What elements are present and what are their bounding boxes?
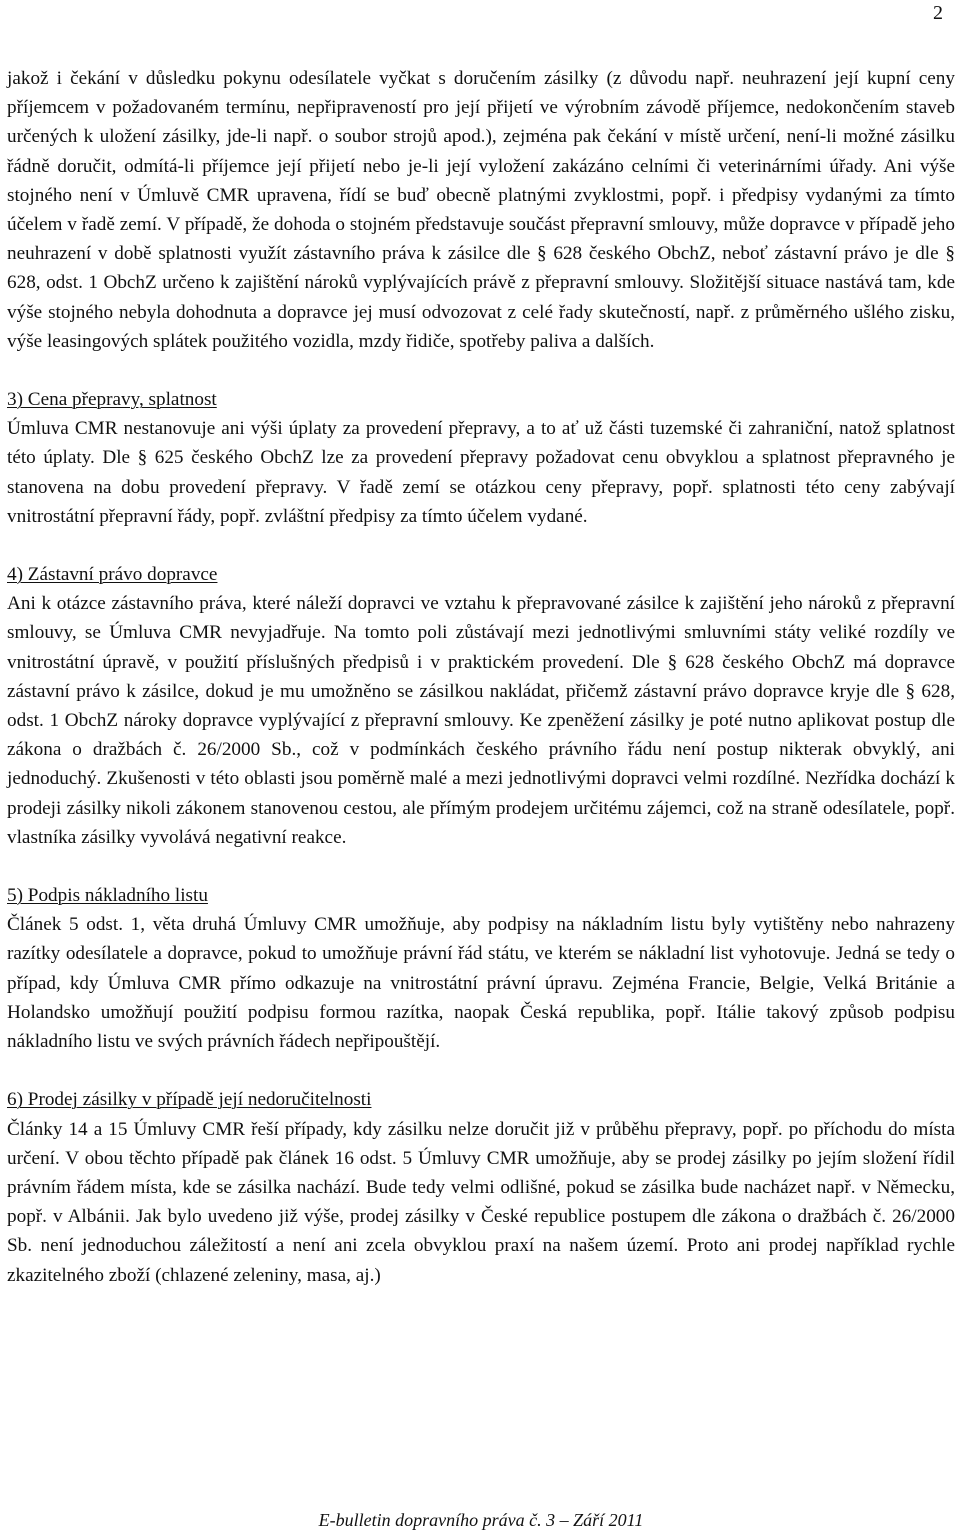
section-heading: 6) Prodej zásilky v případě její nedoručitelnosti (7, 1089, 372, 1111)
section-cena-prepravy (7, 385, 955, 531)
section-heading: 3) Cena přepravy, splatnost (7, 389, 217, 411)
page-footer: E-bulletin dopravního práva č. 3 – Září 2011 (318, 1510, 644, 1530)
intro-paragraph: jakož i čekání v důsledku pokynu odesílatele vyčkat s doručením zásilky (z důvodu např. neuhrazení její kupní ceny příjemcem v požadovaném termínu, nepřipraveností pro její přijetí ve výrobním závodě příjemce, nedokončením staveb určených k uložení zásilky, jde-li např. o soubor strojů apod.), zejména pak čekání v místě určení, není-li možné zásilku řádně doručit, odmítá-li příjemce její přijetí nebo je-li její vyložení zakázáno celními či veterinárními úřady. Ani výše stojného není v Úmluvě CMR upravena, řídí se buď obecně platnými zvyklostmi, popř. i předpisy vydanými za tímto účelem v řadě zemí. V případě, že dohoda o stojném představuje součást přepravní smlouvy, může dopravce v případě jeho neuhrazení v době splatnosti využít zástavního práva k zásilce dle § 628 českého ObchZ, neboť zástavní právo je dle § 628, odst. 1 ObchZ určeno k zajištění nároků vyplývajících právě z přepravní smlouvy. Složitější situace nastává tam, kde výše stojného nebyla dohodnuta a dopravce jej musí odvozovat z celé řady skutečností, např. z průměrného ušlého zisku, výše leasingových splátek použitého vozidla, mzdy řidiče, spotřeby paliva a dalších. (7, 68, 955, 352)
page-number: 2 (933, 2, 943, 24)
section-podpis-nakladniho-listu (7, 881, 955, 1056)
section-heading: 4) Zástavní právo dopravce (7, 564, 218, 586)
section-paragraph: Ani k otázce zástavního práva, které náleží dopravci ve vztahu k přepravované zásilce k zajištění jeho nároků z přepravní smlouvy, se Úmluva CMR nevyjadřuje. Na tomto poli zůstávají mezi jednotlivými smluvními státy veliké rozdíly ve vnitrostátní úpravě, v použití příslušných předpisů i v praktickém provedení. Dle § 628 českého ObchZ má dopravce zástavní právo k zásilce, dokud je mu umožněno se zásilkou nakládat, přičemž zástavní právo dopravce kryje dle § 628, odst. 1 ObchZ nároky dopravce vyplývající z přepravní smlouvy. Ke zpeněžení zásilky je poté nutno aplikovat postup dle zákona o dražbách č. 26/2000 Sb., což v podmínkách českého právního řádu není postup nikterak obvyklý, ani jednoduchý. Zkušenosti v této oblasti jsou poměrně malé a mezi jednotlivými dopravci velmi rozdílné. Nezřídka dochází k prodeji zásilky nikoli zákonem stanovenou cestou, ale přímým prodejem určitému zájemci, což na straně odesílatele, popř. vlastníka zásilky vyvolává negativní reakce. (7, 593, 955, 848)
section-paragraph: Úmluva CMR nestanovuje ani výši úplaty za provedení přepravy, a to ať už části tuzemské či zahraniční, natož splatnost této úplaty. Dle § 625 českého ObchZ lze za provedení přepravy požadovat cenu obvyklou a splatnost přepravného je stanovena na dobu provedení přepravy. V řadě zemí se otázkou ceny přepravy, popř. splatnosti této ceny zabývají vnitrostátní přepravní řády, popř. zvláštní předpisy za tímto účelem vydané. (7, 418, 955, 527)
document-page (7, 0, 957, 1536)
section-heading: 5) Podpis nákladního listu (7, 885, 208, 907)
section-paragraph: Články 14 a 15 Úmluvy CMR řeší případy, kdy zásilku nelze doručit již v průběhu přepravy, popř. po příchodu do místa určení. V obou těchto případě pak článek 16 odst. 5 Úmluvy CMR umožňuje, aby se prodej zásilky po jejím složení řídil právním řádem místa, kde se zásilka nachází. Bude tedy velmi odlišné, pokud se zásilka bude nacházet např. v Německu, popř. v Albánii. Jak bylo uvedeno již výše, prodej zásilky v České republice postupem dle zákona o dražbách č. 26/2000 Sb. není jednoduchou záležitostí a není ani zcela obvyklou praxí na našem území. Proto ani prodej například rychle zkazitelného zboží (chlazené zeleniny, masa, aj.) (7, 1118, 955, 1286)
section-prodej-zasilky (7, 1085, 955, 1289)
section-paragraph: Článek 5 odst. 1, věta druhá Úmluvy CMR umožňuje, aby podpisy na nákladním listu byly vytištěny nebo nahrazeny razítky odesílatele a dopravce, pokud to umožňuje právní řád státu, ve kterém se nákladní list vyhotovuje. Jedná se tedy o případ, kdy Úmluva CMR přímo odkazuje na vnitrostátní právní úpravu. Zejména Francie, Belgie, Velká Británie a Holandsko umožňují použití podpisu formou razítka, naopak Česká republika, popř. Itálie takový způsob podpisu nákladního listu ve svých právních řádech nepřipouštějí. (7, 914, 955, 1053)
section-zastavni-pravo (7, 560, 955, 852)
document-body (7, 64, 955, 1290)
